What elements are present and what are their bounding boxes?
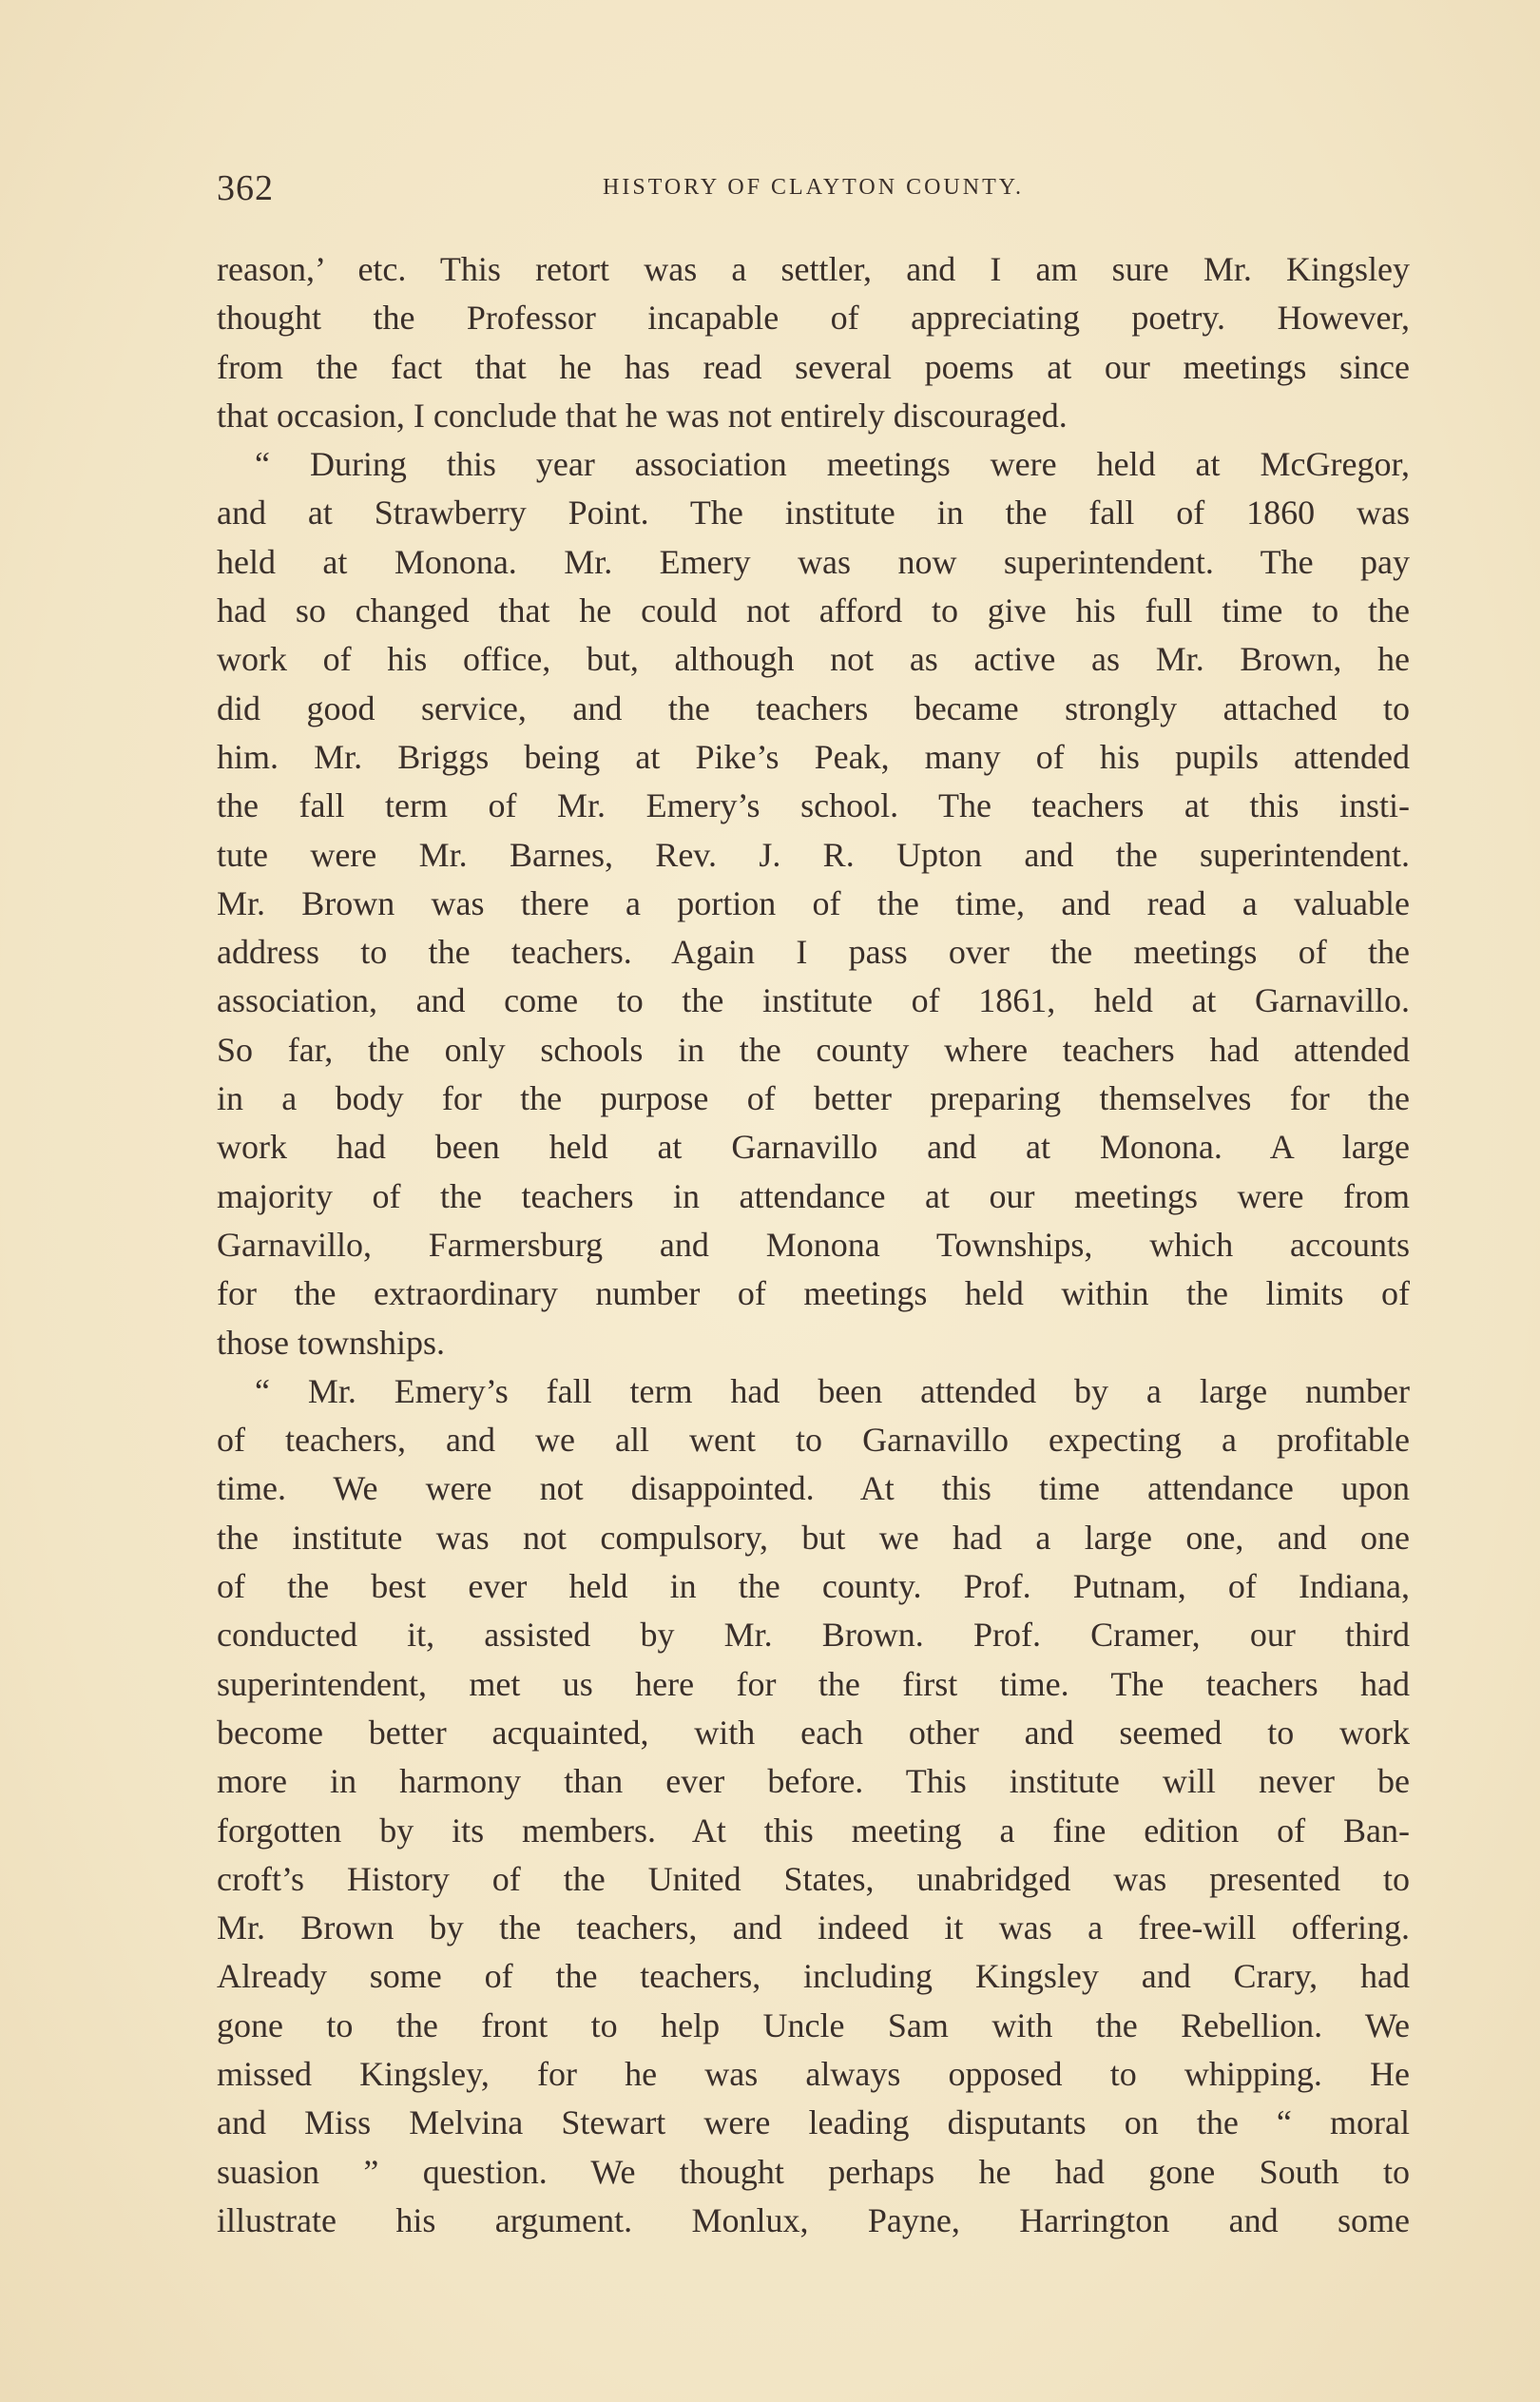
text-line: thought the Professor incapable of appreciating poetry. However,: [217, 299, 1410, 338]
text-line: Mr. Brown was there a portion of the time, and read a valuable: [217, 883, 1410, 922]
text-line: the fall term of Mr. Emery’s school. The teachers at this insti-: [217, 786, 1410, 825]
text-line: So far, the only schools in the county where teachers had attended: [217, 1030, 1410, 1069]
text-line: work of his office, but, although not as active as Mr. Brown, he: [217, 640, 1410, 679]
text-line: suasion ” question. We thought perhaps he had gone South to: [217, 2152, 1410, 2191]
text-line: become better acquainted, with each other and seemed to work: [217, 1713, 1410, 1752]
text-line: superintendent, met us here for the first time. The teachers had: [217, 1664, 1410, 1703]
text-line: Mr. Brown by the teachers, and indeed it was a free-will offering.: [217, 1908, 1410, 1947]
text-line: of teachers, and we all went to Garnavillo expecting a profitable: [217, 1421, 1410, 1460]
text-line: of the best ever held in the county. Prof. Putnam, of Indiana,: [217, 1567, 1410, 1606]
text-line: Garnavillo, Farmersburg and Monona Townships, which accounts: [217, 1225, 1410, 1264]
text-line: majority of the teachers in attendance at our meetings were from: [217, 1176, 1410, 1215]
text-line: reason,’ etc. This retort was a settler, and I am sure Mr. Kingsley: [217, 250, 1410, 288]
page-number: 362: [217, 168, 274, 208]
text-line: more in harmony than ever before. This institute will never be: [217, 1762, 1410, 1801]
text-line: association, and come to the institute of 1861, held at Garnavillo.: [217, 981, 1410, 1020]
page-header: [217, 167, 1410, 224]
text-line: conducted it, assisted by Mr. Brown. Prof. Cramer, our third: [217, 1616, 1410, 1655]
text-line: time. We were not disappointed. At this time attendance upon: [217, 1469, 1410, 1508]
body-text: [217, 245, 1410, 2245]
text-line: “ During this year association meetings were held at McGregor,: [255, 445, 1410, 484]
text-line: Already some of the teachers, including Kingsley and Crary, had: [217, 1957, 1410, 1996]
text-line: forgotten by its members. At this meeting a fine edition of Ban-: [217, 1811, 1410, 1850]
text-line: illustrate his argument. Monlux, Payne, Harrington and some: [217, 2200, 1410, 2239]
text-line: address to the teachers. Again I pass over the meetings of the: [217, 933, 1410, 972]
text-line: “ Mr. Emery’s fall term had been attended by a large number: [255, 1371, 1410, 1410]
running-title: HISTORY OF CLAYTON COUNTY.: [603, 175, 1024, 200]
text-line: held at Monona. Mr. Emery was now superintendent. The pay: [217, 542, 1410, 581]
text-line: work had been held at Garnavillo and at Monona. A large: [217, 1128, 1410, 1167]
text-line: from the fact that he has read several poems at our meetings since: [217, 347, 1410, 386]
text-line: had so changed that he could not afford to give his full time to the: [217, 591, 1410, 630]
text-line: and Miss Melvina Stewart were leading disputants on the “ moral: [217, 2103, 1410, 2142]
text-line: the institute was not compulsory, but we had a large one, and one: [217, 1518, 1410, 1557]
text-line: did good service, and the teachers became strongly attached to: [217, 688, 1410, 727]
text-line: croft’s History of the United States, unabridged was presented to: [217, 1859, 1410, 1898]
text-line: gone to the front to help Uncle Sam with the Rebellion. We: [217, 2005, 1410, 2044]
text-line: those townships.: [217, 1323, 446, 1362]
text-line: for the extraordinary number of meetings held within the limits of: [217, 1274, 1410, 1313]
text-line: and at Strawberry Point. The institute in the fall of 1860 was: [217, 494, 1410, 533]
text-line: tute were Mr. Barnes, Rev. J. R. Upton and the superintendent.: [217, 835, 1410, 874]
text-line: him. Mr. Briggs being at Pike’s Peak, many of his pupils attended: [217, 737, 1410, 776]
text-line: in a body for the purpose of better preparing themselves for the: [217, 1079, 1410, 1118]
text-line: missed Kingsley, for he was always opposed to whipping. He: [217, 2054, 1410, 2093]
text-line: that occasion, I conclude that he was not entirely discouraged.: [217, 396, 1068, 435]
